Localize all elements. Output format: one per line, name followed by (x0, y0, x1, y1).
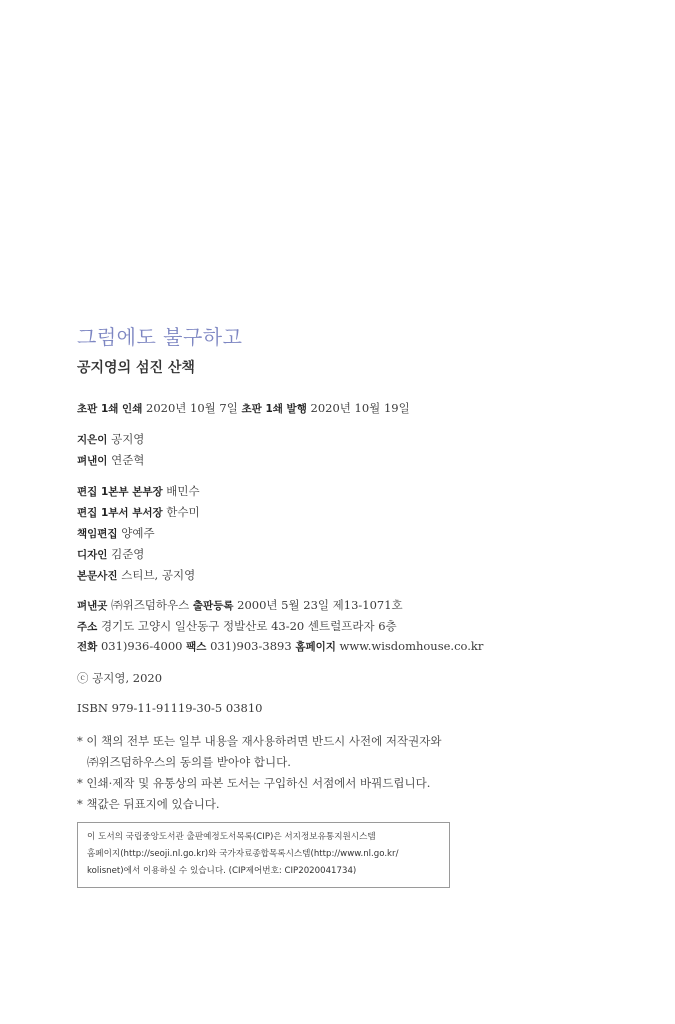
chief-editor-name: 양예주 (121, 526, 155, 540)
registration-info: 2000년 5월 23일 제13-1071호 (237, 598, 403, 612)
designer-label: 디자인 (77, 549, 108, 561)
designer-name: 김준영 (111, 547, 145, 561)
note-reuse-cont: ㈜위즈덤하우스의 동의를 받아야 합니다. (87, 755, 291, 769)
phone-number: 031)936-4000 (100, 639, 183, 653)
fax-label: 팩스 (186, 641, 207, 653)
isbn-line: ISBN 979-11-91119-30-5 03810 (77, 701, 263, 715)
address-label: 주소 (77, 621, 98, 633)
homepage-label: 홈페이지 (295, 641, 336, 653)
chief-editor-line (77, 525, 155, 541)
publisher-name-label: 펴낸곳 (77, 600, 108, 612)
note-defect: * 인쇄·제작 및 유통상의 파본 도서는 구입하신 서점에서 바꿔드립니다. (77, 776, 431, 790)
cip-line-3: kolisnet)에서 이용하실 수 있습니다. (CIP제어번호: CIP2020041734) (87, 866, 357, 876)
fax-number: 031)903-3893 (210, 639, 292, 653)
cip-line-2: 홈페이지(http://seoji.nl.go.kr)와 국가자료종합목록시스템(http://www.nl.go.kr/ (87, 849, 399, 859)
publisher-person-name: 연준혁 (111, 453, 145, 467)
registration-label: 출판등록 (192, 600, 234, 612)
designer-line (77, 546, 144, 562)
photo-line (77, 567, 195, 583)
book-subtitle: 공지영의 섬진 산책 (77, 360, 195, 376)
address-text: 경기도 고양시 일산동구 정발산로 43-20 센트럴프라자 6층 (100, 619, 397, 633)
address-line (77, 618, 397, 634)
author-label: 지은이 (77, 434, 108, 446)
publisher-name: ㈜위즈덤하우스 (111, 598, 190, 612)
phone-label: 전화 (77, 641, 98, 653)
edition-line (77, 400, 410, 416)
first-publish-date: 2020년 10월 19일 (310, 401, 410, 415)
note-price: * 책값은 뒤표지에 있습니다. (77, 797, 220, 811)
chief-editor-label: 책임편집 (77, 528, 118, 540)
publisher-person-line (77, 452, 144, 468)
editor2-name: 한수미 (166, 505, 200, 519)
cip-line-1: 이 도서의 국립중앙도서관 출판예정도서목록(CIP)은 서지정보유통지원시스템 (87, 832, 376, 842)
editor2-line (77, 504, 200, 520)
publisher-line (77, 597, 403, 613)
book-title: 그럼에도 불구하고 (77, 325, 243, 349)
photo-credit: 스티브, 공지영 (121, 568, 196, 582)
first-print-date: 2020년 10월 7일 (146, 401, 238, 415)
copyright-line: ⓒ 공지영, 2020 (77, 671, 163, 685)
editor1-line (77, 483, 200, 499)
editor1-name: 배민수 (166, 484, 200, 498)
note-reuse: * 이 책의 전부 또는 일부 내용을 재사용하려면 반드시 사전에 저작권자와 (77, 734, 442, 748)
contact-line (77, 639, 483, 654)
editor2-label: 편집 1부서 부서장 (77, 507, 163, 519)
first-print-label: 초판 1쇄 인쇄 (77, 403, 143, 415)
cip-box (77, 822, 450, 888)
photo-label: 본문사진 (77, 570, 118, 582)
author-line (77, 431, 144, 447)
author-name: 공지영 (111, 432, 145, 446)
homepage-url: www.wisdomhouse.co.kr (339, 639, 484, 653)
editor1-label: 편집 1본부 본부장 (77, 486, 163, 498)
publisher-person-label: 펴낸이 (77, 455, 108, 467)
first-publish-label: 초판 1쇄 발행 (241, 403, 307, 415)
